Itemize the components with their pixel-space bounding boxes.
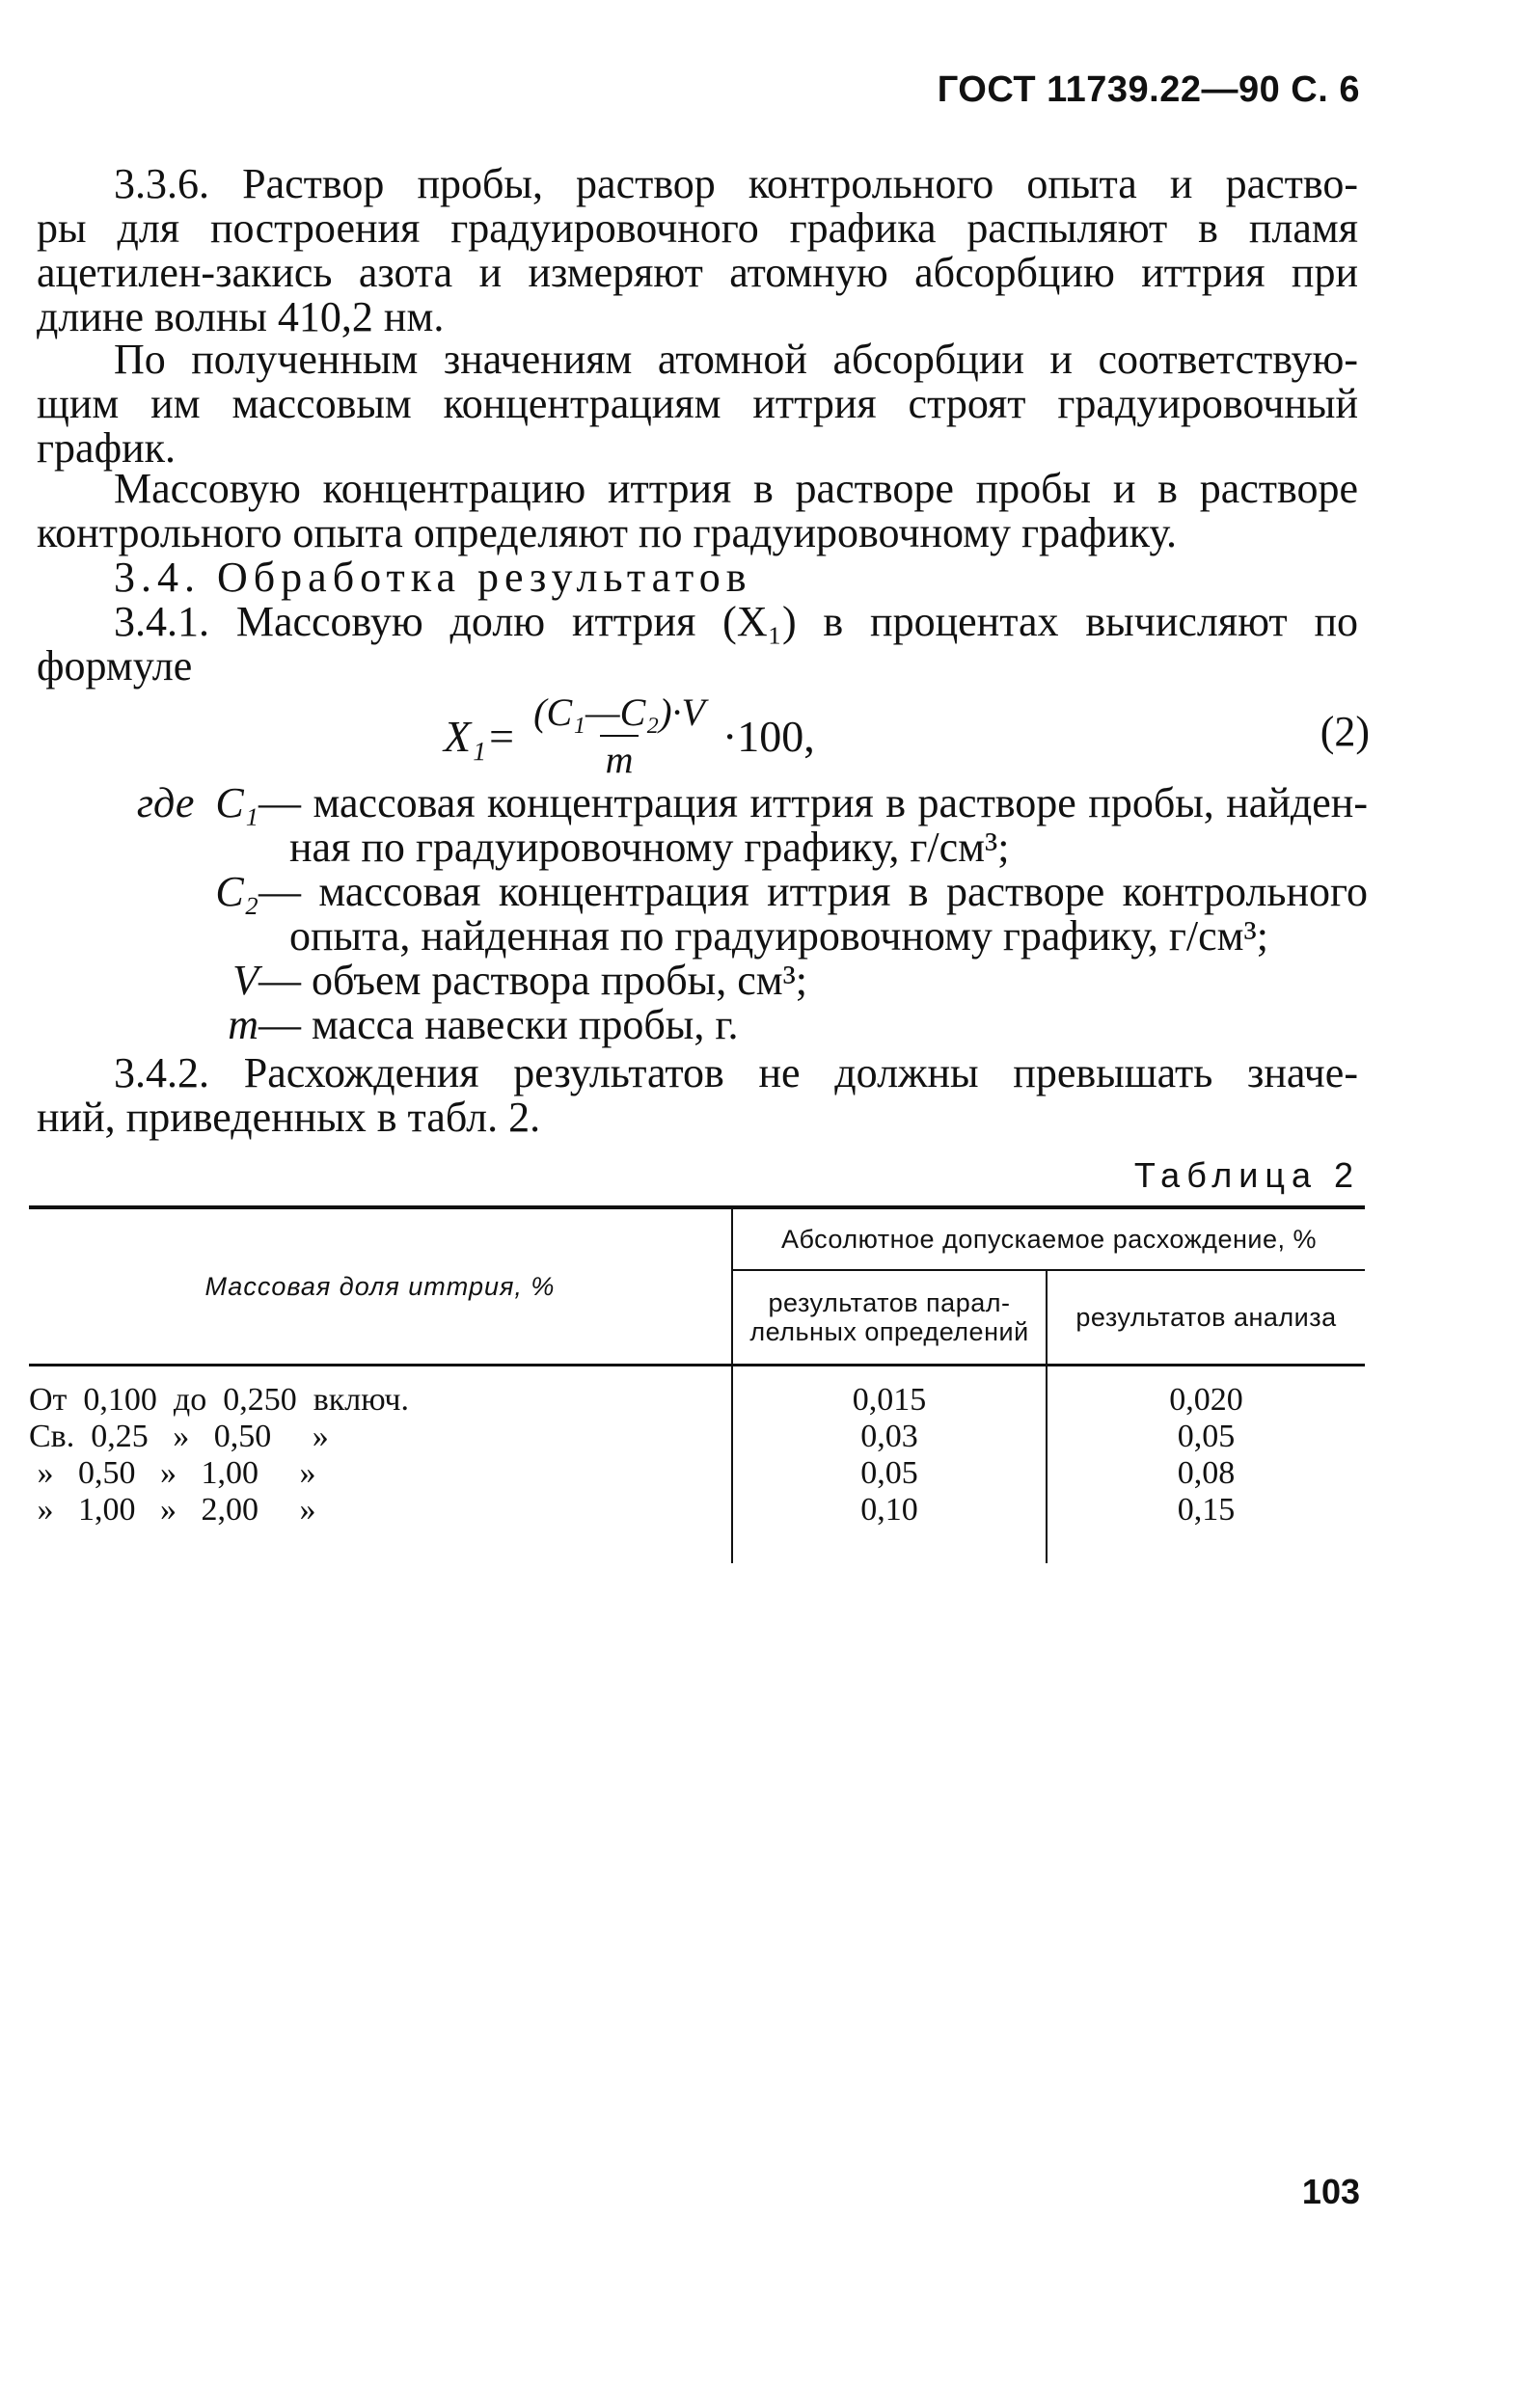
definition-symbol: m [228, 1001, 259, 1048]
row-label: » 0,50 » 1,00 » [29, 1455, 316, 1491]
definition-c2 [37, 870, 1368, 959]
definition-line: — объем раствора пробы, см³; [259, 957, 807, 1004]
row-parallel-value: 0,05 [732, 1455, 1047, 1492]
table-header-row [29, 1207, 1365, 1270]
table-spacer-row [29, 1529, 1365, 1563]
row-parallel-value: 0,03 [732, 1419, 1047, 1455]
table-row [29, 1382, 1365, 1419]
column-header-analysis: результатов анализа [1047, 1270, 1365, 1366]
formula-fraction [528, 690, 711, 782]
section-title: 3.4. Обработка результатов [114, 554, 752, 601]
formula-denominator: m [600, 735, 640, 782]
row-parallel-value: 0,015 [732, 1382, 1047, 1419]
row-label: Св. 0,25 » 0,50 » [29, 1419, 329, 1454]
definition-text [259, 870, 1368, 959]
column-group-header: Абсолютное допускаемое расхождение, % [732, 1207, 1365, 1270]
table-spacer-row [29, 1366, 1365, 1383]
section-3-4-heading [37, 555, 1358, 600]
row-label: От 0,100 до 0,250 включ. [29, 1382, 409, 1418]
definition-line: ная по градуировочному графику, г/см³; [289, 824, 1010, 871]
formula-2 [0, 690, 1370, 786]
text-line: контрольного опыта определяют по градуировочному графику. [37, 509, 1177, 556]
text-line: ацетилен-закись азота и измеряют атомную абсорбцию иттрия при [37, 249, 1358, 296]
text-line: щим им массовым концентрациям иттрия строят градуировочный [37, 380, 1358, 427]
column-header-mass-fraction: Массовая доля иттрия, % [204, 1271, 556, 1301]
formula-tail: ·100, [721, 711, 815, 761]
definition-line: — масса навески пробы, г. [259, 1001, 739, 1048]
formula-definitions [37, 781, 1368, 1047]
table-row [29, 1492, 1365, 1529]
definition-symbol: C₂ [215, 868, 259, 915]
definition-symbol: где C₁ [136, 779, 259, 826]
row-parallel-value: 0,10 [732, 1492, 1047, 1529]
definition-symbol: V [232, 957, 259, 1004]
table-caption: Таблица 2 [1133, 1155, 1360, 1195]
formula-lhs: X₁= [444, 711, 517, 761]
text-line: 3.4.2. Расхождения результатов не должны превышать значе- [114, 1049, 1358, 1096]
row-label: » 1,00 » 2,00 » [29, 1492, 316, 1528]
table-row [29, 1419, 1365, 1455]
paragraph-3-3-6 [37, 162, 1358, 339]
text-line: По полученным значениям атомной абсорбции и соответствую- [114, 336, 1358, 383]
equation-number: (2) [1320, 708, 1370, 755]
page-number: 103 [1301, 2172, 1360, 2211]
text-line: ры для построения градуировочного графика распыляют в пламя [37, 204, 1358, 252]
text-line: 3.3.6. Раствор пробы, раствор контрольного опыта и раство- [114, 160, 1358, 207]
text-line: Массовую концентрацию иттрия в растворе пробы и в растворе [114, 465, 1358, 512]
tolerance-table [29, 1205, 1365, 1563]
document-header: ГОСТ 11739.22—90 С. 6 [937, 69, 1360, 110]
row-analysis-value: 0,15 [1047, 1492, 1365, 1529]
definition-v [37, 959, 1368, 1003]
definition-c1 [37, 781, 1368, 870]
text-line: график. [37, 424, 177, 472]
definition-text [259, 781, 1368, 870]
row-analysis-value: 0,05 [1047, 1419, 1365, 1455]
table-row [29, 1455, 1365, 1492]
column-header-parallel: результатов парал- лельных определений [732, 1270, 1047, 1366]
text-line: длине волны 410,2 нм. [37, 293, 445, 340]
paragraph-mass-concentration [37, 467, 1358, 555]
paragraph-graph [37, 338, 1358, 471]
spacer-cell [732, 1529, 1047, 1563]
row-analysis-value: 0,08 [1047, 1455, 1365, 1492]
formula-body [444, 690, 815, 782]
text-line: формуле [37, 642, 193, 690]
formula-numerator: (C₁—C₂)·V [533, 690, 705, 734]
definition-line: — массовая концентрация иттрия в растворе контрольного [259, 868, 1368, 915]
paragraph-3-4-2 [37, 1051, 1358, 1140]
spacer-cell [1047, 1529, 1365, 1563]
spacer-cell [29, 1366, 732, 1383]
row-analysis-value: 0,020 [1047, 1382, 1365, 1419]
definition-line: опыта, найденная по градуировочному графику, г/см³; [289, 912, 1268, 960]
text-line: 3.4.1. Массовую долю иттрия (X₁) в процентах вычисляют по [114, 598, 1358, 645]
text-line: ний, приведенных в табл. 2. [37, 1094, 541, 1141]
spacer-cell [1047, 1366, 1365, 1383]
spacer-cell [732, 1366, 1047, 1383]
spacer-cell [29, 1529, 732, 1563]
paragraph-3-4-1 [37, 600, 1358, 689]
definition-m [37, 1003, 1368, 1047]
definition-line: — массовая концентрация иттрия в растворе пробы, найден- [259, 779, 1368, 826]
